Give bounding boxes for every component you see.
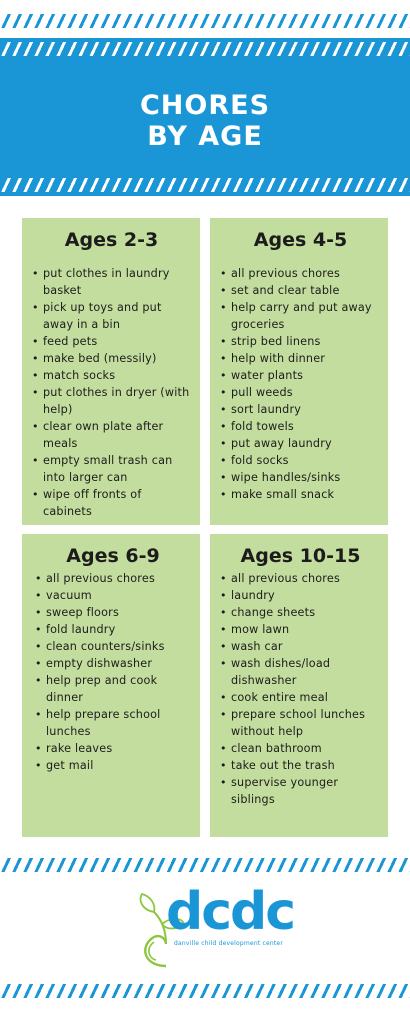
logo-subtitle: danville child development center	[174, 940, 283, 947]
chore-item: • help prep and cook dinner	[34, 672, 192, 706]
chore-list	[31, 265, 192, 520]
page-title-line1: CHORES	[139, 90, 271, 121]
chore-item: • all previous chores	[219, 265, 382, 282]
card-ages-10-15	[210, 534, 388, 837]
chore-item: • mow lawn	[219, 621, 382, 638]
card-heading: Ages 2-3	[64, 229, 159, 251]
chore-item: • make bed (messily)	[31, 350, 192, 367]
chore-item: • fold socks	[219, 452, 382, 469]
chore-item: • put away laundry	[219, 435, 382, 452]
chore-item: • help with dinner	[219, 350, 382, 367]
card-heading: Ages 6-9	[66, 545, 160, 567]
page-title	[0, 90, 410, 152]
chore-item: • fold laundry	[34, 621, 192, 638]
chore-item: • feed pets	[31, 333, 192, 350]
chore-list	[34, 570, 192, 774]
chore-item: • strip bed linens	[219, 333, 382, 350]
card-heading: Ages 10-15	[240, 545, 361, 567]
chore-item: • all previous chores	[219, 570, 382, 587]
card-ages-2-3	[22, 218, 200, 525]
chore-item: • clear own plate after meals	[31, 418, 192, 452]
chore-item: • make small snack	[219, 486, 382, 503]
chore-item: • clean counters/sinks	[34, 638, 192, 655]
organization-logo	[0, 880, 410, 970]
chore-item: • sort laundry	[219, 401, 382, 418]
chore-item: • water plants	[219, 367, 382, 384]
chore-list	[219, 570, 382, 808]
card-ages-4-5	[210, 218, 388, 525]
chore-item: • change sheets	[219, 604, 382, 621]
logo-wordmark: dcdc	[166, 882, 295, 942]
chore-item: • prepare school lunches without help	[219, 706, 382, 740]
bottom-stripe-divider-lower	[0, 984, 410, 998]
chore-item: • clean bathroom	[219, 740, 382, 757]
chore-item: • empty small trash can into larger can	[31, 452, 192, 486]
bottom-stripe-divider-upper	[0, 858, 410, 872]
chore-item: • pull weeds	[219, 384, 382, 401]
chore-item: • take out the trash	[219, 757, 382, 774]
header-top-stripe	[0, 42, 410, 56]
chore-item: • empty dishwasher	[34, 655, 192, 672]
chore-item: • laundry	[219, 587, 382, 604]
chore-item: • sweep floors	[34, 604, 192, 621]
chore-item: • wash dishes/load dishwasher	[219, 655, 382, 689]
chore-item: • put clothes in dryer (with help)	[31, 384, 192, 418]
chore-item: • wipe off fronts of cabinets	[31, 486, 192, 520]
chore-item: • rake leaves	[34, 740, 192, 757]
top-stripe-divider	[0, 14, 410, 28]
chore-item: • help carry and put away groceries	[219, 299, 382, 333]
chore-item: • vacuum	[34, 587, 192, 604]
chore-item: • help prepare school lunches	[34, 706, 192, 740]
chore-item: • all previous chores	[34, 570, 192, 587]
chore-list	[219, 265, 382, 503]
chore-item: • get mail	[34, 757, 192, 774]
header-bottom-stripe	[0, 178, 410, 192]
chore-item: • pick up toys and put away in a bin	[31, 299, 192, 333]
chore-item: • cook entire meal	[219, 689, 382, 706]
chore-item: • wipe handles/sinks	[219, 469, 382, 486]
card-heading: Ages 4-5	[253, 229, 348, 251]
chore-item: • fold towels	[219, 418, 382, 435]
card-ages-6-9	[22, 534, 200, 837]
chore-item: • match socks	[31, 367, 192, 384]
chore-item: • set and clear table	[219, 282, 382, 299]
header-banner	[0, 38, 410, 196]
chore-item: • supervise younger siblings	[219, 774, 382, 808]
chore-item: • wash car	[219, 638, 382, 655]
page-title-line2: BY AGE	[147, 121, 263, 152]
chore-item: • put clothes in laundry basket	[31, 265, 192, 299]
